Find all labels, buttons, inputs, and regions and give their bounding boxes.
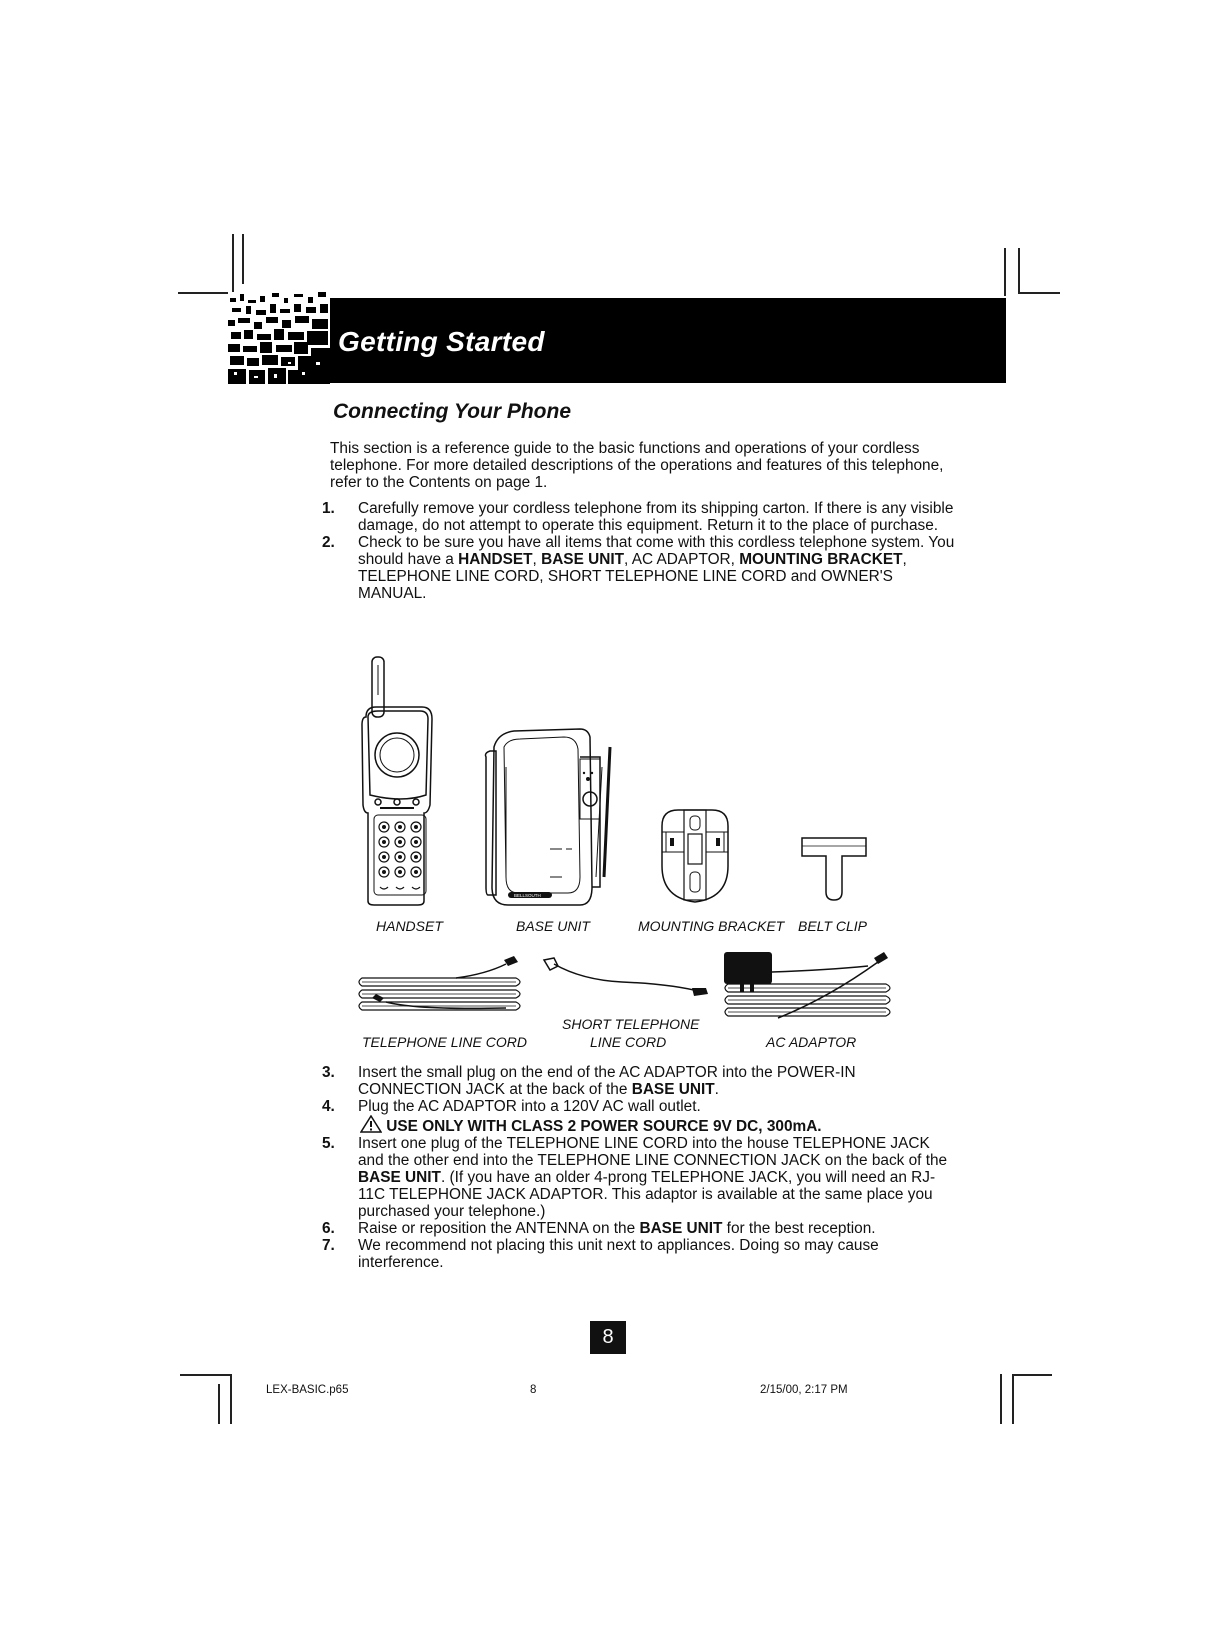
steps-list-before: [322, 500, 958, 602]
caption-short-cord-line2: LINE CORD: [590, 1034, 667, 1050]
step-text: Raise or reposition the ANTENNA on the BASE UNIT for the best reception.: [358, 1220, 876, 1237]
step-number: 4.: [322, 1098, 335, 1115]
step-number: 7.: [322, 1237, 335, 1254]
list-item: [322, 500, 958, 534]
handset-illustration: [358, 655, 440, 907]
step-text: Insert one plug of the TELEPHONE LINE CORD into the house TELEPHONE JACK and the other end into the TELEPHONE LINE CONNECTION JACK on the back of the BASE UNIT. (If you have an older 4-prong TELEPHONE JACK, you will need an RJ-11C TELEPHONE JACK ADAPTOR. This adaptor is available at the same place you purchased your telephone.): [358, 1135, 948, 1220]
caption-telephone-line-cord: TELEPHONE LINE CORD: [362, 1034, 527, 1050]
caption-mounting-bracket: MOUNTING BRACKET: [638, 918, 785, 934]
list-item: [322, 1220, 958, 1237]
crop-mark: [1018, 292, 1060, 294]
step-text: We recommend not placing this unit next to appliances. Doing so may cause interference.: [358, 1237, 879, 1271]
mounting-bracket-illustration: [652, 806, 738, 906]
step-text: Plug the AC ADAPTOR into a 120V AC wall outlet.: [358, 1098, 701, 1115]
intro-paragraph: This section is a reference guide to the basic functions and operations of your cordless telephone. For more detailed descriptions of the operations and features of this telephone, refer to the Contents on page 1.: [330, 440, 944, 491]
ac-adaptor-illustration: [718, 948, 898, 1024]
belt-clip-illustration: [798, 834, 870, 904]
caption-belt-clip: BELT CLIP: [798, 918, 867, 934]
warning-text: USE ONLY WITH CLASS 2 POWER SOURCE 9V DC, 300mA.: [386, 1118, 822, 1135]
telephone-line-cord-illustration: [356, 954, 526, 1024]
list-item: [322, 534, 958, 602]
page-number-badge: 8: [590, 1321, 626, 1354]
caption-ac-adaptor: AC ADAPTOR: [766, 1034, 857, 1050]
step-number: 5.: [322, 1135, 335, 1152]
crop-mark: [230, 1374, 232, 1424]
crop-mark: [178, 292, 233, 294]
step-text: Check to be sure you have all items that come with this cordless telephone system. You should have a HANDSET, BASE UNIT, AC ADAPTOR, MOUNTING BRACKET, TELEPHONE LINE CORD, SHORT TELEPHONE LINE CORD and OWNER'S MANUAL.: [358, 534, 955, 602]
steps-list-after: [322, 1064, 958, 1271]
caption-short-cord-line1: SHORT TELEPHONE: [562, 1016, 700, 1032]
step-number: 1.: [322, 500, 335, 517]
crop-mark: [232, 234, 234, 292]
list-item: [322, 1098, 958, 1135]
step-number: 6.: [322, 1220, 335, 1237]
caption-handset: HANDSET: [376, 918, 443, 934]
crop-mark: [1018, 248, 1020, 292]
step-text: Insert the small plug on the end of the AC ADAPTOR into the POWER-IN CONNECTION JACK at the back of the BASE UNIT.: [358, 1064, 856, 1098]
step-number: 3.: [322, 1064, 335, 1081]
footer-file-name: LEX-BASIC.p65: [266, 1384, 349, 1396]
crop-mark: [180, 1374, 230, 1376]
step-text: Carefully remove your cordless telephone from its shipping carton. If there is any visible damage, do not attempt to operate this equipment. Return it to the place of purchase.: [358, 500, 954, 534]
crop-mark: [242, 234, 244, 284]
crop-mark: [1000, 1374, 1002, 1424]
page-title: Getting Started: [338, 326, 545, 357]
crop-mark: [1012, 1374, 1052, 1376]
crop-mark: [1004, 248, 1006, 296]
warning-line: [360, 1118, 822, 1135]
step-number: 2.: [322, 534, 335, 551]
list-item: [322, 1135, 958, 1220]
list-item: [322, 1064, 958, 1098]
crop-mark: [1012, 1374, 1014, 1424]
footer-date: 2/15/00, 2:17 PM: [760, 1384, 848, 1396]
footer-page: 8: [530, 1384, 537, 1396]
warning-icon: [360, 1115, 382, 1133]
base-unit-illustration: [484, 727, 626, 909]
list-item: [322, 1237, 958, 1271]
short-line-cord-illustration: [542, 956, 722, 1002]
header-texture-graphic: [228, 292, 330, 384]
caption-base-unit: BASE UNIT: [516, 918, 590, 934]
section-title: Connecting Your Phone: [333, 400, 572, 423]
brand-mark: BELLSOUTH: [514, 893, 541, 898]
crop-mark: [218, 1384, 220, 1424]
